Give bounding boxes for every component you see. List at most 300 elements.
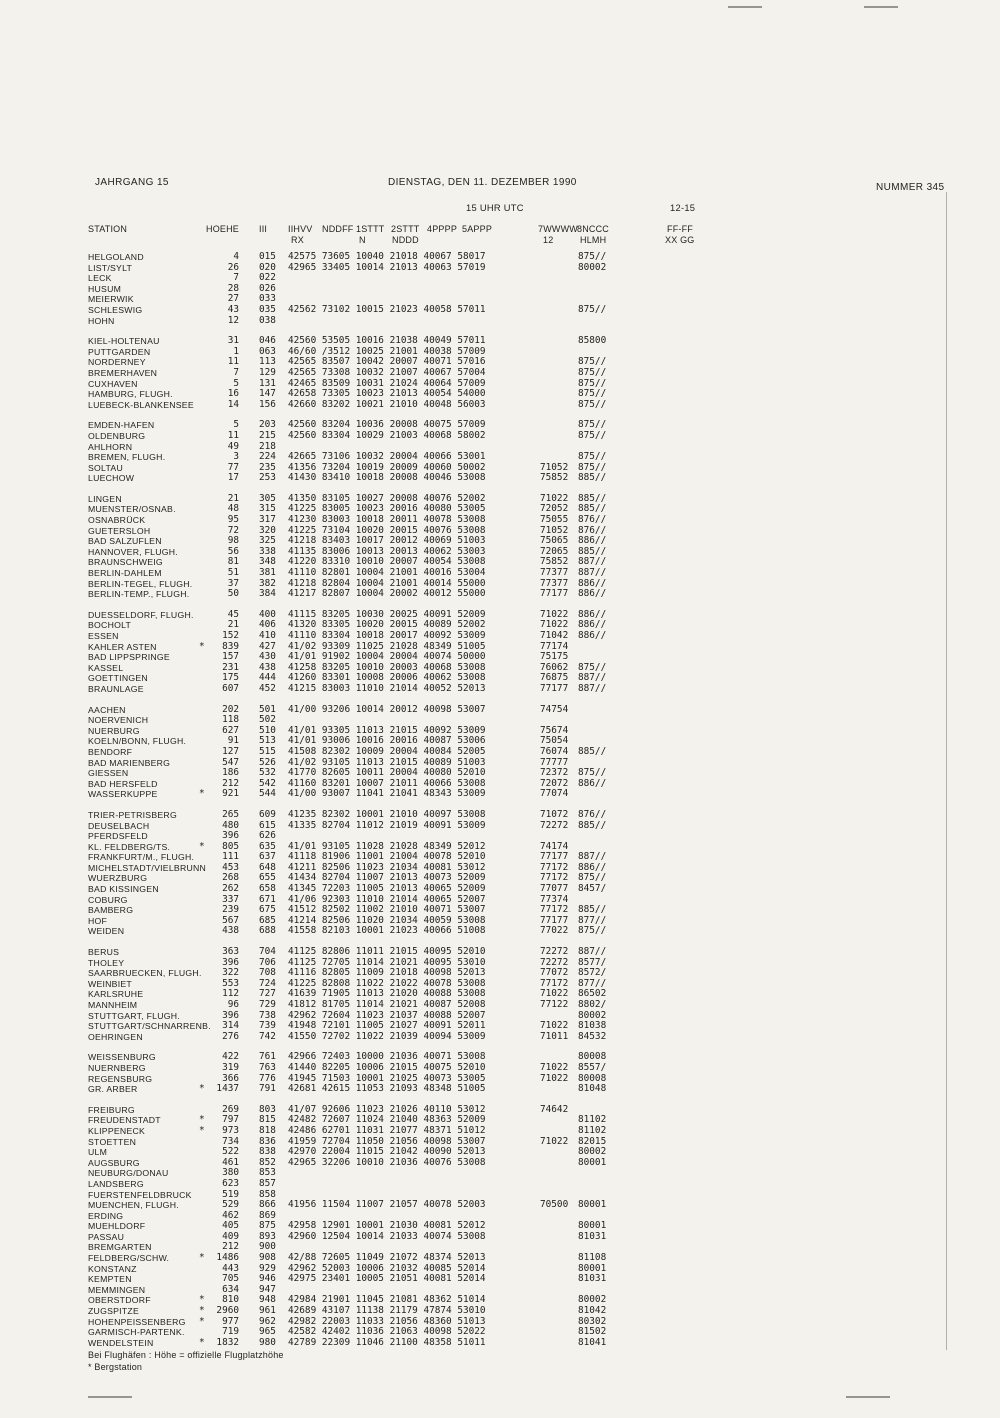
station-name: CUXHAVEN [88, 378, 138, 389]
col-header-hoehe: HOEHE [206, 224, 240, 234]
station-code: 218 [259, 440, 276, 452]
station-height: 547 [222, 756, 239, 768]
obs-code-groups: 42962 72604 11023 21037 40088 52007 [288, 1009, 486, 1021]
obs-code-groups: 41/02 93105 11013 21015 40089 51003 [288, 756, 486, 768]
obs-code-groups: 42575 73605 10040 21018 40067 58017 [288, 251, 486, 262]
obs-code-groups: 42965 32206 10010 21036 40076 53008 [288, 1156, 486, 1168]
station-code: 836 [259, 1135, 276, 1147]
group-8nccc-value: 80002 [578, 261, 607, 273]
group-8nccc-value: 885// [578, 545, 607, 557]
station-height: 14 [227, 398, 239, 410]
station-height: 49 [227, 440, 239, 452]
station-code: 980 [259, 1336, 276, 1348]
station-code: 542 [259, 777, 276, 789]
station-height: 337 [222, 893, 239, 905]
group-7wwww-value: 71022 [540, 619, 569, 631]
station-code: 675 [259, 904, 276, 916]
station-code: 815 [259, 1114, 276, 1126]
station-name: OLDENBURG [88, 430, 146, 441]
station-name: KASSEL [88, 662, 124, 673]
station-code: 156 [259, 398, 276, 410]
group-7wwww-value: 70500 [540, 1199, 569, 1211]
station-height: 607 [222, 682, 239, 694]
station-code: 510 [259, 724, 276, 736]
obs-code-groups: 41225 73104 10020 20015 40076 53008 [288, 524, 486, 536]
station-name: HOHN [88, 315, 115, 326]
group-8nccc-value: 875// [578, 925, 607, 937]
station-code: 038 [259, 314, 276, 326]
table-row [0, 852, 1000, 863]
station-height: 363 [222, 946, 239, 958]
station-name: DEUSELBACH [88, 820, 150, 831]
group-8nccc-value: 86502 [578, 988, 607, 1000]
station-code: 400 [259, 608, 276, 620]
obs-code-groups: 41434 82704 11007 21013 40073 52009 [288, 872, 486, 884]
station-height: 202 [222, 703, 239, 715]
station-name: MUENCHEN, FLUGH. [88, 1200, 179, 1211]
group-7wwww-value: 72272 [540, 946, 569, 958]
col-header-iihvv: IIHVV [288, 224, 313, 234]
table-row [0, 968, 1000, 979]
station-name: BAD MARIENBERG [88, 757, 171, 768]
station-code: 035 [259, 303, 276, 315]
table-row [0, 779, 1000, 790]
group-8nccc-value: 877// [578, 977, 607, 989]
station-height: 45 [227, 608, 239, 620]
obs-code-groups: 41959 72704 11050 21056 40098 53007 [288, 1135, 486, 1147]
station-height: 50 [227, 588, 239, 600]
group-8nccc-value: 886// [578, 861, 607, 873]
station-code: 515 [259, 745, 276, 757]
bergstation-mark: * [199, 640, 205, 652]
table-row [0, 473, 1000, 484]
station-name: HUSUM [88, 283, 122, 294]
station-name: BAD KISSINGEN [88, 884, 159, 895]
obs-code-groups: 41945 71503 10001 21025 40073 53005 [288, 1072, 486, 1084]
group-8nccc-value: 875// [578, 377, 607, 389]
table-row [0, 400, 1000, 411]
station-height: 396 [222, 956, 239, 968]
obs-code-groups: 41430 83410 10018 20008 40046 53008 [288, 472, 486, 484]
table-row [0, 610, 1000, 621]
group-8nccc-value: 886// [578, 630, 607, 641]
col-subheader-12: 12 [543, 235, 554, 245]
station-name: GARMISCH-PARTENK. [88, 1327, 185, 1338]
group-7wwww-value: 71042 [540, 630, 569, 641]
station-height: 77 [227, 461, 239, 473]
table-row [0, 947, 1000, 958]
station-code: 875 [259, 1220, 276, 1232]
obs-code-groups: 41335 82704 11012 21019 40091 53009 [288, 819, 486, 831]
station-height: 186 [222, 767, 239, 779]
group-7wwww-value: 71022 [540, 988, 569, 1000]
col-header-nddff: NDDFF [322, 224, 354, 234]
station-height: 265 [222, 808, 239, 820]
obs-code-groups: 42658 73305 10023 21013 40054 54000 [288, 388, 486, 400]
table-row [0, 1168, 1000, 1179]
station-height: 322 [222, 967, 239, 979]
group-7wwww-value: 77022 [540, 925, 569, 937]
station-code: 215 [259, 429, 276, 441]
group-8nccc-value: 875// [578, 767, 607, 779]
obs-code-groups: 41/00 93206 10014 20012 40098 53007 [288, 703, 486, 715]
obs-code-groups: 41956 11504 11007 21057 40078 52003 [288, 1199, 486, 1211]
station-name: PFERDSFELD [88, 831, 148, 842]
station-name: AUGSBURG [88, 1157, 140, 1168]
weather-observation-table [0, 252, 1000, 1358]
station-code: 317 [259, 514, 276, 526]
station-height: 1437 [216, 1083, 239, 1095]
table-row [0, 494, 1000, 505]
group-8nccc-value: 80002 [578, 1294, 607, 1306]
table-row [0, 1221, 1000, 1232]
station-code: 203 [259, 419, 276, 431]
table-row [0, 1105, 1000, 1116]
obs-code-groups: 42789 22309 11046 21100 48358 51011 [288, 1336, 486, 1348]
group-8nccc-value: 885// [578, 904, 607, 916]
station-group [0, 336, 1000, 410]
table-row [0, 905, 1000, 916]
table-row [0, 842, 1000, 853]
station-group [0, 252, 1000, 326]
station-code: 129 [259, 366, 276, 378]
obs-code-groups: 42660 83202 10021 21010 40048 56003 [288, 398, 486, 410]
group-7wwww-value: 71052 [540, 524, 569, 536]
station-height: 28 [227, 282, 239, 294]
group-7wwww-value: 77172 [540, 977, 569, 989]
table-row [0, 831, 1000, 842]
station-name: ULM [88, 1147, 108, 1158]
group-7wwww-value: 77377 [540, 577, 569, 589]
table-row [0, 568, 1000, 579]
station-height: 262 [222, 883, 239, 895]
group-7wwww-value: 72272 [540, 956, 569, 968]
table-row [0, 1306, 1000, 1317]
group-7wwww-value: 72072 [540, 777, 569, 789]
station-name: ERDING [88, 1210, 124, 1221]
group-7wwww-value: 71022 [540, 1072, 569, 1084]
station-height: 719 [222, 1326, 239, 1338]
table-row [0, 347, 1000, 358]
station-code: 382 [259, 577, 276, 589]
group-7wwww-value: 72272 [540, 819, 569, 831]
station-group [0, 494, 1000, 600]
table-row [0, 1158, 1000, 1169]
table-row [0, 1317, 1000, 1328]
station-name: SCHLESWIG [88, 304, 143, 315]
col-header-2sttt: 2STTT [391, 224, 420, 234]
group-7wwww-value: 77177 [540, 682, 569, 694]
obs-code-groups: 42970 22004 11015 21042 40090 52013 [288, 1146, 486, 1158]
table-row [0, 389, 1000, 400]
station-name: ZUGSPITZE [88, 1306, 139, 1317]
station-name: DUESSELDORF, FLUGH. [88, 609, 194, 620]
station-height: 921 [222, 788, 239, 800]
observation-time: 15 UHR UTC [466, 203, 524, 213]
obs-code-groups: 42960 12504 10014 21033 40074 53008 [288, 1230, 486, 1242]
station-code: 900 [259, 1241, 276, 1253]
obs-code-groups: 42565 73308 10032 21007 40067 57004 [288, 366, 486, 378]
obs-code-groups: 41320 83305 10020 20015 40089 52002 [288, 619, 486, 631]
station-name: FUERSTENFELDBRUCK [88, 1189, 192, 1200]
station-height: 21 [227, 492, 239, 504]
table-row [0, 958, 1000, 969]
station-name: HOHENPEISSENBERG [88, 1316, 186, 1327]
obs-code-groups: 42962 52003 10006 21032 40085 52014 [288, 1262, 486, 1274]
station-height: 734 [222, 1135, 239, 1147]
station-height: 7 [233, 272, 239, 284]
group-8nccc-value: 875// [578, 251, 607, 262]
obs-code-groups: 41214 82506 11020 21034 40059 53008 [288, 914, 486, 926]
group-8nccc-value: 876// [578, 808, 607, 820]
station-height: 72 [227, 524, 239, 536]
station-name: WASSERKUPPE [88, 789, 158, 800]
station-name: FREIBURG [88, 1104, 135, 1115]
group-7wwww-value: 77072 [540, 967, 569, 979]
station-code: 033 [259, 293, 276, 305]
station-height: 98 [227, 535, 239, 547]
group-8nccc-value: 85800 [578, 335, 607, 347]
station-name: FRANKFURT/M., FLUGH. [88, 852, 195, 863]
table-row [0, 631, 1000, 642]
station-code: 838 [259, 1146, 276, 1158]
station-name: WUERZBURG [88, 873, 148, 884]
station-code: 020 [259, 261, 276, 273]
obs-code-groups: 42/88 72605 11049 21072 48374 52013 [288, 1252, 486, 1264]
group-8nccc-value: 885// [578, 492, 607, 504]
station-height: 422 [222, 1051, 239, 1063]
obs-code-groups: 41/07 92606 11023 21026 40110 53012 [288, 1103, 486, 1115]
table-row [0, 1032, 1000, 1043]
table-row [0, 747, 1000, 758]
table-row [0, 1011, 1000, 1022]
station-name: NUERBURG [88, 725, 140, 736]
table-row [0, 420, 1000, 431]
station-name: MEMMINGEN [88, 1284, 146, 1295]
station-group [0, 705, 1000, 800]
station-height: 2960 [216, 1305, 239, 1317]
station-height: 81 [227, 556, 239, 568]
group-7wwww-value: 71022 [540, 1020, 569, 1032]
station-height: 567 [222, 914, 239, 926]
station-group [0, 947, 1000, 1042]
station-code: 526 [259, 756, 276, 768]
bergstation-mark: * [199, 1124, 205, 1136]
col-subheader-n: N [359, 235, 366, 245]
group-8nccc-value: 81031 [578, 1273, 607, 1285]
station-height: 7 [233, 366, 239, 378]
scan-artifact-dash [864, 6, 898, 8]
station-height: 37 [227, 577, 239, 589]
obs-code-groups: 42982 22003 11033 21056 48360 51013 [288, 1315, 486, 1327]
station-name: BREMGARTEN [88, 1242, 152, 1253]
volume-label: JAHRGANG 15 [95, 177, 169, 188]
station-code: 946 [259, 1273, 276, 1285]
table-row [0, 821, 1000, 832]
station-code: 513 [259, 735, 276, 747]
station-group [0, 420, 1000, 484]
station-height: 405 [222, 1220, 239, 1232]
group-8nccc-value: 886// [578, 535, 607, 547]
group-8nccc-value: 81031 [578, 1230, 607, 1242]
station-name: COBURG [88, 894, 128, 905]
table-row [0, 431, 1000, 442]
obs-code-groups: 41260 83301 10008 20006 40062 53008 [288, 672, 486, 684]
table-row [0, 1052, 1000, 1063]
station-code: 869 [259, 1209, 276, 1221]
group-8nccc-value: 887// [578, 567, 607, 579]
station-height: 212 [222, 1241, 239, 1253]
obs-code-groups: 41160 83201 10007 21011 40066 53008 [288, 777, 486, 789]
table-row [0, 642, 1000, 653]
station-code: 315 [259, 503, 276, 515]
station-code: 729 [259, 999, 276, 1010]
obs-code-groups: 41/00 93007 11041 21041 48343 53009 [288, 788, 486, 800]
table-row [0, 1074, 1000, 1085]
obs-code-groups: 41558 82103 10001 21023 40066 51008 [288, 925, 486, 937]
station-height: 95 [227, 514, 239, 526]
station-height: 48 [227, 503, 239, 515]
group-7wwww-value: 75674 [540, 724, 569, 736]
group-8nccc-value: 875// [578, 366, 607, 378]
group-7wwww-value: 72065 [540, 545, 569, 557]
bergstation-mark: * [199, 1336, 205, 1348]
group-8nccc-value: 875// [578, 356, 607, 368]
group-8nccc-value: 875// [578, 398, 607, 410]
station-height: 453 [222, 861, 239, 873]
obs-code-groups: 41135 83006 10013 20013 40062 53003 [288, 545, 486, 557]
group-8nccc-value: 81502 [578, 1326, 607, 1338]
group-7wwww-value: 74642 [540, 1103, 569, 1115]
col-header-5appp: 5APPP [462, 224, 493, 234]
obs-code-groups: 41512 82502 11002 21010 40071 53007 [288, 904, 486, 916]
table-row [0, 1253, 1000, 1264]
station-code: 742 [259, 1030, 276, 1042]
obs-code-groups: 42681 42615 11053 21093 48348 51005 [288, 1083, 486, 1095]
group-7wwww-value: 77174 [540, 640, 569, 652]
station-height: 11 [227, 356, 239, 368]
station-height: 21 [227, 619, 239, 631]
table-row [0, 926, 1000, 937]
group-8nccc-value: 875// [578, 451, 607, 463]
group-7wwww-value: 77172 [540, 872, 569, 884]
table-row [0, 368, 1000, 379]
group-7wwww-value: 72052 [540, 503, 569, 515]
station-code: 305 [259, 492, 276, 504]
table-row [0, 1190, 1000, 1201]
station-name: KIEL-HOLTENAU [88, 336, 160, 347]
group-8nccc-value: 82015 [578, 1135, 607, 1147]
group-7wwww-value: 76062 [540, 661, 569, 673]
station-code: 609 [259, 808, 276, 820]
obs-code-groups: 41639 71905 11013 21020 40088 53008 [288, 988, 486, 1000]
obs-code-groups: 41948 72101 11005 21027 40091 52011 [288, 1020, 486, 1032]
station-height: 239 [222, 904, 239, 916]
group-8nccc-value: 886// [578, 577, 607, 589]
station-name: BENDORF [88, 746, 133, 757]
bergstation-mark: * [199, 1083, 205, 1095]
station-code: 406 [259, 619, 276, 631]
group-8nccc-value: 876// [578, 514, 607, 526]
station-height: 977 [222, 1315, 239, 1327]
station-height: 112 [222, 988, 239, 1000]
group-8nccc-value: 81102 [578, 1114, 607, 1126]
obs-code-groups: 41118 81906 11001 21004 40078 52010 [288, 851, 486, 863]
group-8nccc-value: 875// [578, 429, 607, 441]
station-height: 17 [227, 472, 239, 484]
station-name: NEUBURG/DONAU [88, 1168, 169, 1179]
page-title: DIENSTAG, DEN 11. DEZEMBER 1990 [388, 177, 577, 188]
group-8nccc-value: 80002 [578, 1146, 607, 1158]
obs-code-groups: 41/02 93309 11025 21028 48349 51005 [288, 640, 486, 652]
station-name: WENDELSTEIN [88, 1337, 154, 1348]
group-7wwww-value: 76875 [540, 672, 569, 684]
obs-code-groups: 41550 72702 11022 21039 40094 53009 [288, 1030, 486, 1042]
table-row [0, 357, 1000, 368]
station-name: KARLSRUHE [88, 989, 144, 1000]
station-code: 852 [259, 1156, 276, 1168]
station-code: 893 [259, 1230, 276, 1242]
group-7wwww-value: 77172 [540, 904, 569, 916]
station-height: 152 [222, 630, 239, 641]
bergstation-mark: * [199, 1114, 205, 1126]
station-code: 706 [259, 956, 276, 968]
station-name: STUTTGART, FLUGH. [88, 1010, 180, 1021]
station-name: GOETTINGEN [88, 673, 148, 684]
station-height: 118 [222, 714, 239, 726]
obs-code-groups: 42486 62701 11031 21077 48371 51012 [288, 1124, 486, 1136]
station-name: OBERSTDORF [88, 1295, 151, 1306]
station-height: 276 [222, 1030, 239, 1042]
station-code: 384 [259, 588, 276, 600]
obs-code-groups: 42665 73106 10032 20004 40066 53001 [288, 451, 486, 463]
station-code: 063 [259, 345, 276, 357]
station-code: 022 [259, 272, 276, 284]
table-row [0, 1063, 1000, 1074]
station-code: 113 [259, 356, 276, 368]
station-code: 671 [259, 893, 276, 905]
group-7wwww-value: 71072 [540, 808, 569, 820]
station-name: LINGEN [88, 493, 122, 504]
station-height: 175 [222, 672, 239, 684]
station-name: REGENSBURG [88, 1073, 153, 1084]
group-8nccc-value: 885// [578, 472, 607, 484]
station-group [0, 810, 1000, 937]
obs-code-groups: 41508 82302 10009 20004 40084 52005 [288, 745, 486, 757]
table-row [0, 1137, 1000, 1148]
obs-code-groups: 41125 72705 11014 21021 40095 53010 [288, 956, 486, 968]
station-height: 519 [222, 1188, 239, 1200]
table-row [0, 789, 1000, 800]
obs-code-groups: 42975 23401 10005 21051 40081 52014 [288, 1273, 486, 1285]
station-name: BREMEN, FLUGH. [88, 452, 166, 463]
col-header-7wwww: 7WWWW [538, 224, 578, 234]
group-8nccc-value: 876// [578, 524, 607, 536]
table-row [0, 379, 1000, 390]
group-8nccc-value: 875// [578, 461, 607, 473]
obs-code-groups: 41110 83304 10018 20017 40092 53009 [288, 630, 486, 641]
station-code: 947 [259, 1283, 276, 1295]
group-7wwww-value: 77374 [540, 893, 569, 905]
station-code: 948 [259, 1294, 276, 1306]
table-row [0, 1179, 1000, 1190]
station-code: 761 [259, 1051, 276, 1063]
group-7wwww-value: 71022 [540, 1061, 569, 1073]
bergstation-mark: * [199, 1305, 205, 1317]
obs-code-groups: 41220 83310 10010 20007 40054 53008 [288, 556, 486, 568]
table-row [0, 736, 1000, 747]
period-label: 12-15 [670, 203, 696, 213]
